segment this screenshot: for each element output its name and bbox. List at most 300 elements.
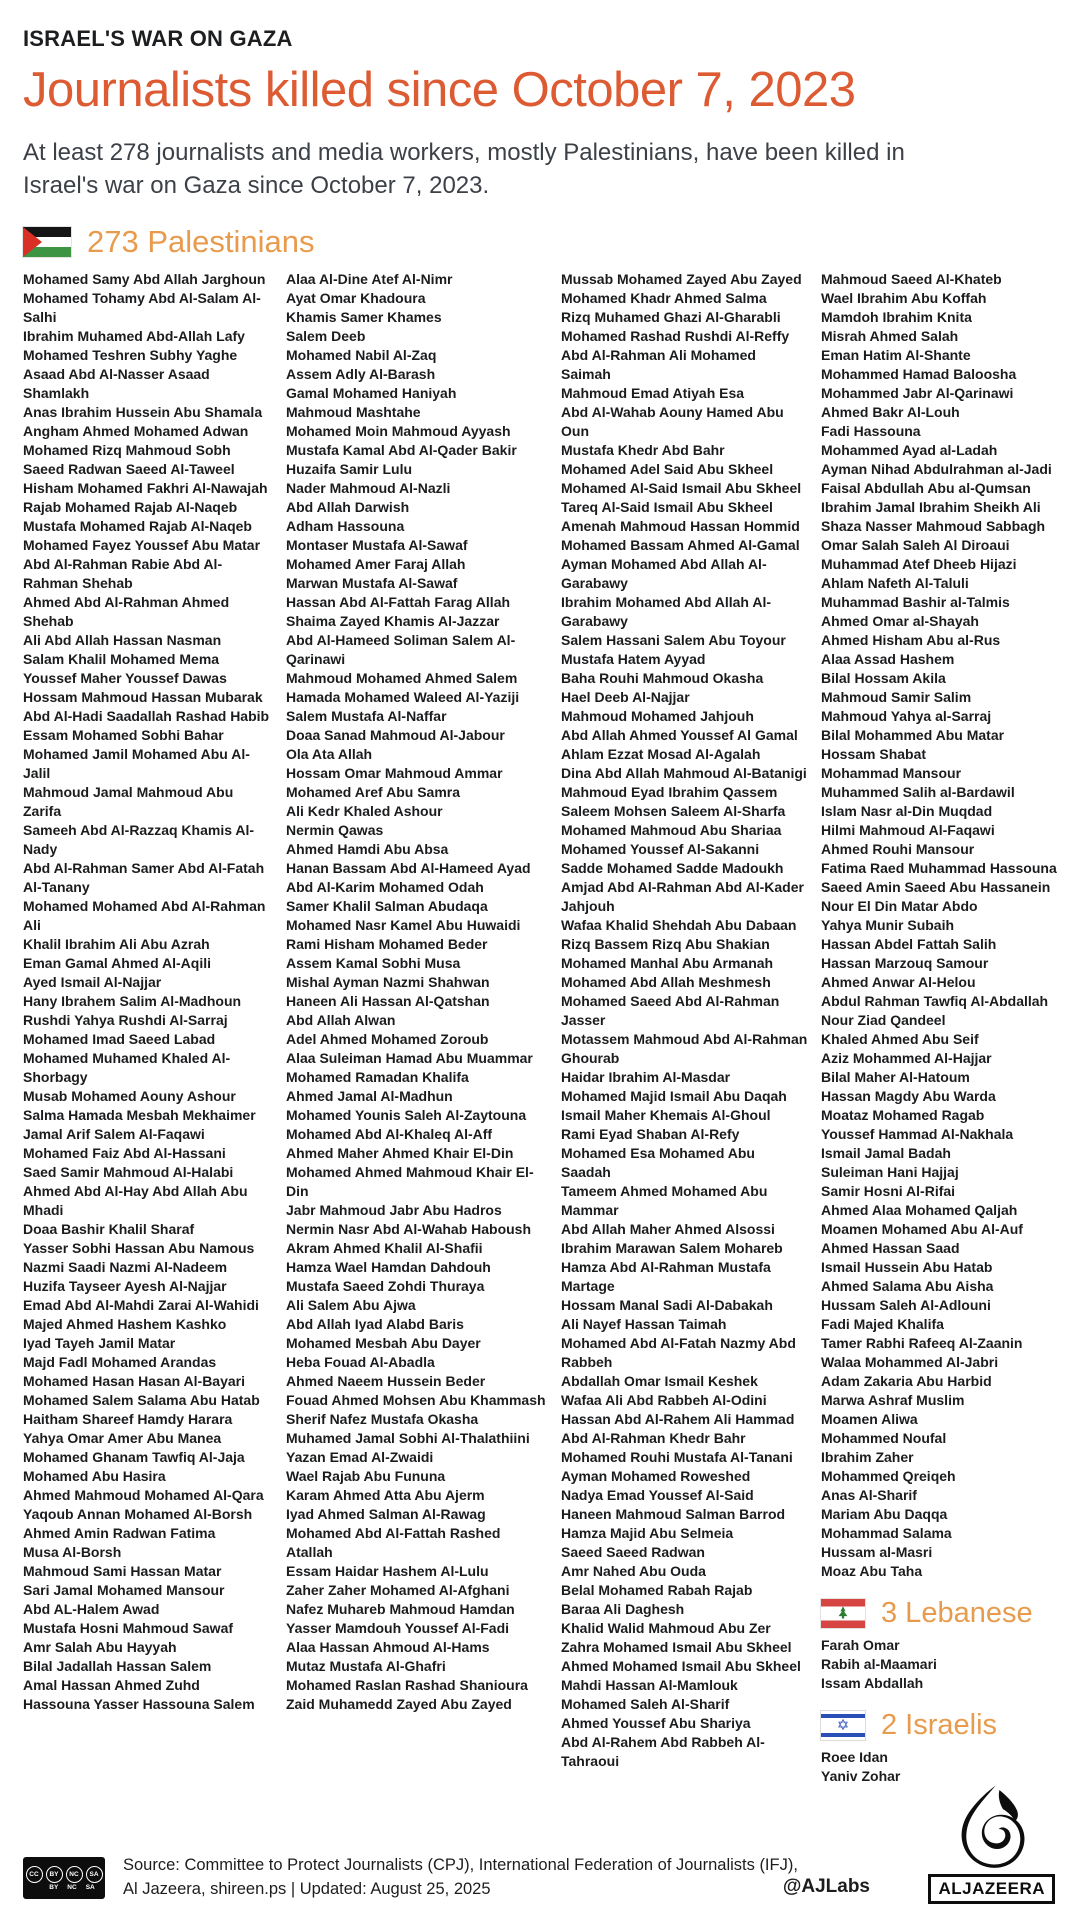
name-item: Yasser Mamdouh Youssef Al-Fadi bbox=[286, 1620, 510, 1637]
aljazeera-logo bbox=[928, 1784, 1055, 1904]
name-item: Mohamed Imad Saeed Labad bbox=[23, 1031, 216, 1048]
name-item: Ali Kedr Khaled Ashour bbox=[286, 803, 443, 820]
name-item: Salem Mustafa Al-Naffar bbox=[286, 708, 447, 725]
name-item: Wael Rajab Abu Fununa bbox=[286, 1468, 446, 1485]
name-item: Eman Hatim Al-Shante bbox=[821, 347, 971, 364]
name-item: Mohamed Rashad Rushdi Al-Reffy bbox=[561, 328, 790, 345]
cc-sa-icon: SA bbox=[86, 1866, 103, 1883]
name-item: Haneen Mahmoud Salman Barrod bbox=[561, 1506, 786, 1523]
name-item: Mohamed Abd Al-Fattah Rashed Atallah bbox=[286, 1525, 501, 1561]
name-item: Salem Hassani Salem Abu Toyour bbox=[561, 632, 786, 649]
name-item: Baha Rouhi Mahmoud Okasha bbox=[561, 670, 764, 687]
name-item: Mahmoud Mohamed Jahjouh bbox=[561, 708, 754, 725]
name-item: Mustafa Hatem Ayyad bbox=[561, 651, 706, 668]
name-item: Hassan Abdel Fattah Salih bbox=[821, 936, 997, 953]
name-item: Mohamed Faiz Abd Al-Hassani bbox=[23, 1145, 226, 1162]
name-item: Yaqoub Annan Mohamed Al-Borsh bbox=[23, 1506, 253, 1523]
name-item: Heba Fouad Al-Abadla bbox=[286, 1354, 435, 1371]
name-item: Mahmoud Yahya al-Sarraj bbox=[821, 708, 992, 725]
name-item: Ahmed Anwar Al-Helou bbox=[821, 974, 976, 991]
names-columns bbox=[23, 270, 1060, 1786]
name-item: Mohamed Nasr Kamel Abu Huwaidi bbox=[286, 917, 521, 934]
name-item: Ali Abd Allah Hassan Nasman bbox=[23, 632, 222, 649]
palestinians-count-label: 273 Palestinians bbox=[87, 224, 315, 260]
name-item: Khamis Samer Khames bbox=[286, 309, 442, 326]
name-item: Saleem Mohsen Saleem Al-Sharfa bbox=[561, 803, 786, 820]
name-item: Rabih al-Maamari bbox=[821, 1656, 937, 1673]
name-item: Ahmed Abd Al-Hay Abd Allah Abu Mhadi bbox=[23, 1183, 248, 1219]
name-item: Zaher Zaher Mohamed Al-Afghani bbox=[286, 1582, 510, 1599]
name-item: Aziz Mohammed Al-Hajjar bbox=[821, 1050, 992, 1067]
name-item: Ibrahim Jamal Ibrahim Sheikh Ali bbox=[821, 499, 1041, 516]
cc-nc-label: NC bbox=[67, 1883, 77, 1891]
name-item: Abd Al-Rahman Samer Abd Al-Fatah Al-Tanany bbox=[23, 860, 265, 896]
name-item: Mohamed Teshren Subhy Yaghe bbox=[23, 347, 238, 364]
israelis-section-head bbox=[821, 1709, 1079, 1742]
name-item: Rizq Bassem Rizq Abu Shakian bbox=[561, 936, 770, 953]
name-item: Mahmoud Mashtahe bbox=[286, 404, 421, 421]
names-column-3 bbox=[561, 270, 808, 1786]
source-line-2: Al Jazeera, shireen.ps | Updated: August 25, 2025 bbox=[123, 1880, 491, 1899]
name-item: Mussab Mohamed Zayed Abu Zayed bbox=[561, 271, 802, 288]
name-item: Ahmed Amin Radwan Fatima bbox=[23, 1525, 216, 1542]
name-item: Essam Haidar Hashem Al-Lulu bbox=[286, 1563, 489, 1580]
name-item: Ayman Mohamed Abd Allah Al-Garabawy bbox=[561, 556, 767, 592]
name-item: Abd Allah Ahmed Youssef Al Gamal bbox=[561, 727, 798, 744]
palestinians-section-head bbox=[23, 224, 1060, 260]
name-item: Ola Ata Allah bbox=[286, 746, 373, 763]
israeli-names-list bbox=[821, 1748, 1079, 1786]
name-item: Hael Deeb Al-Najjar bbox=[561, 689, 690, 706]
name-item: Essam Mohamed Sobhi Bahar bbox=[23, 727, 224, 744]
name-item: Ibrahim Zaher bbox=[821, 1449, 914, 1466]
name-item: Ayed Ismail Al-Najjar bbox=[23, 974, 162, 991]
name-item: Ahmed Jamal Al-Madhun bbox=[286, 1088, 453, 1105]
name-item: Tamer Rabhi Rafeeq Al-Zaanin bbox=[821, 1335, 1023, 1352]
subtitle: At least 278 journalists and media workers, mostly Palestinians, have been killed in Israel's war on Gaza since October 7, 2023. bbox=[23, 139, 905, 200]
name-item: Abd Al-Rahman Ali Mohamed Saimah bbox=[561, 347, 756, 383]
name-item: Hossam Mahmoud Hassan Mubarak bbox=[23, 689, 263, 706]
name-item: Hossam Omar Mahmoud Ammar bbox=[286, 765, 503, 782]
name-item: Issam Abdallah bbox=[821, 1675, 924, 1692]
name-item: Mohamed Mahmoud Abu Shariaa bbox=[561, 822, 782, 839]
name-item: Ahmed Hassan Saad bbox=[821, 1240, 960, 1257]
name-item: Alaa Assad Hashem bbox=[821, 651, 955, 668]
ajlabs-credit: @AJLabs bbox=[782, 1876, 870, 1897]
star-of-david-icon: ✡ bbox=[836, 1716, 850, 1734]
name-item: Wael Ibrahim Abu Koffah bbox=[821, 290, 987, 307]
name-item: Asaad Abd Al-Nasser Asaad Shamlakh bbox=[23, 366, 210, 402]
name-item: Ahmed Naeem Hussein Beder bbox=[286, 1373, 486, 1390]
name-item: Mohammad Salama bbox=[821, 1525, 952, 1542]
cc-labels-row bbox=[33, 1884, 94, 1891]
name-item: Nermin Qawas bbox=[286, 822, 384, 839]
name-item: Motassem Mahmoud Abd Al-Rahman Ghourab bbox=[561, 1031, 808, 1067]
name-item: Abdallah Omar Ismail Keshek bbox=[561, 1373, 758, 1390]
name-item: Mahmoud Emad Atiyah Esa bbox=[561, 385, 745, 402]
name-item: Ahmed Omar al-Shayah bbox=[821, 613, 979, 630]
name-item: Hany Ibrahem Salim Al-Madhoun bbox=[23, 993, 242, 1010]
name-item: Mohamed Younis Saleh Al-Zaytouna bbox=[286, 1107, 527, 1124]
cc-sa-label: SA bbox=[85, 1883, 95, 1891]
name-item: Tareq Al-Said Ismail Abu Skheel bbox=[561, 499, 773, 516]
name-item: Wafaa Khalid Shehdah Abu Dabaan bbox=[561, 917, 797, 934]
name-item: Amjad Abd Al-Rahman Abd Al-Kader Jahjouh bbox=[561, 879, 804, 915]
name-item: Huzifa Tayseer Ayesh Al-Najjar bbox=[23, 1278, 227, 1295]
name-item: Hussam al-Masri bbox=[821, 1544, 933, 1561]
name-item: Abd Allah Alwan bbox=[286, 1012, 396, 1029]
names-column-1 bbox=[23, 270, 273, 1786]
name-item: Huzaifa Samir Lulu bbox=[286, 461, 413, 478]
name-item: Mohamed Samy Abd Allah Jarghoun bbox=[23, 271, 266, 288]
name-item: Salem Deeb bbox=[286, 328, 366, 345]
name-item: Moamen Aliwa bbox=[821, 1411, 918, 1428]
name-item: Mohamed Jamil Mohamed Abu Al-Jalil bbox=[23, 746, 250, 782]
name-item: Mohamed Abd Allah Meshmesh bbox=[561, 974, 771, 991]
name-item: Rajab Mohamed Rajab Al-Naqeb bbox=[23, 499, 238, 516]
name-item: Hussam Saleh Al-Adlouni bbox=[821, 1297, 991, 1314]
name-item: Abd Allah Darwish bbox=[286, 499, 410, 516]
name-item: Mohamed Abd Al-Khaleq Al-Aff bbox=[286, 1126, 493, 1143]
name-item: Tameem Ahmed Mohamed Abu Mammar bbox=[561, 1183, 768, 1219]
name-item: Mohamed Mesbah Abu Dayer bbox=[286, 1335, 481, 1352]
name-item: Mohamed Saeed Abd Al-Rahman Jasser bbox=[561, 993, 780, 1029]
lebanon-flag-icon bbox=[821, 1599, 865, 1628]
page-title: Journalists killed since October 7, 2023 bbox=[23, 63, 856, 117]
name-item: Mohammad Mansour bbox=[821, 765, 962, 782]
name-item: Shaza Nasser Mahmoud Sabbagh bbox=[821, 518, 1046, 535]
name-item: Hanan Bassam Abd Al-Hameed Ayad bbox=[286, 860, 531, 877]
name-item: Yahya Omar Amer Abu Manea bbox=[23, 1430, 222, 1447]
name-item: Muhamed Jamal Sobhi Al-Thalathiini bbox=[286, 1430, 530, 1447]
name-item: Sameeh Abd Al-Razzaq Khamis Al-Nady bbox=[23, 822, 255, 858]
name-item: Muhammed Salih al-Bardawil bbox=[821, 784, 1015, 801]
name-item: Anas Al-Sharif bbox=[821, 1487, 917, 1504]
name-item: Ahmed Alaa Mohamed Qaljah bbox=[821, 1202, 1018, 1219]
name-item: Akram Ahmed Khalil Al-Shafii bbox=[286, 1240, 483, 1257]
name-item: Mahmoud Jamal Mahmoud Abu Zarifa bbox=[23, 784, 234, 820]
name-item: Mohammed Hamad Baloosha bbox=[821, 366, 1017, 383]
name-item: Mohamed Majid Ismail Abu Daqah bbox=[561, 1088, 787, 1105]
name-item: Muhammad Bashir al-Talmis bbox=[821, 594, 1010, 611]
name-item: Ahmed Mahmoud Mohamed Al-Qara bbox=[23, 1487, 264, 1504]
name-item: Hassan Abd Al-Fattah Farag Allah bbox=[286, 594, 511, 611]
name-item: Marwan Mustafa Al-Sawaf bbox=[286, 575, 458, 592]
name-item: Nadya Emad Youssef Al-Said bbox=[561, 1487, 754, 1504]
name-item: Abdul Rahman Tawfiq Al-Abdallah bbox=[821, 993, 1049, 1010]
name-item: Gamal Mohamed Haniyah bbox=[286, 385, 457, 402]
name-item: Mohamed Esa Mohamed Abu Saadah bbox=[561, 1145, 755, 1181]
name-item: Misrah Ahmed Salah bbox=[821, 328, 959, 345]
name-item: Abd Al-Karim Mohamed Odah bbox=[286, 879, 484, 896]
name-item: Ali Nayef Hassan Taimah bbox=[561, 1316, 727, 1333]
name-item: Haneen Ali Hassan Al-Qatshan bbox=[286, 993, 490, 1010]
name-item: Salma Hamada Mesbah Mekhaimer bbox=[23, 1107, 256, 1124]
name-item: Ahmed Maher Ahmed Khair El-Din bbox=[286, 1145, 514, 1162]
name-item: Belal Mohamed Rabah Rajab bbox=[561, 1582, 753, 1599]
name-item: Nermin Nasr Abd Al-Wahab Haboush bbox=[286, 1221, 532, 1238]
name-item: Bilal Maher Al-Hatoum bbox=[821, 1069, 970, 1086]
name-item: Moataz Mohamed Ragab bbox=[821, 1107, 985, 1124]
name-item: Youssef Hammad Al-Nakhala bbox=[821, 1126, 1014, 1143]
name-item: Khaled Ahmed Abu Seif bbox=[821, 1031, 979, 1048]
name-item: Nazmi Saadi Nazmi Al-Nadeem bbox=[23, 1259, 228, 1276]
name-item: Amal Hassan Ahmed Zuhd bbox=[23, 1677, 200, 1694]
name-item: Mohamed Salem Salama Abu Hatab bbox=[23, 1392, 260, 1409]
name-item: Hassan Abd Al-Rahem Ali Hammad bbox=[561, 1411, 795, 1428]
names-column-2 bbox=[286, 270, 548, 1786]
name-item: Mohamed Nabil Al-Zaq bbox=[286, 347, 437, 364]
name-item: Adham Hassouna bbox=[286, 518, 405, 535]
name-item: Hassan Marzouq Samour bbox=[821, 955, 989, 972]
name-item: Nader Mahmoud Al-Nazli bbox=[286, 480, 451, 497]
name-item: Saed Samir Mahmoud Al-Halabi bbox=[23, 1164, 234, 1181]
name-item: Hossam Manal Sadi Al-Dabakah bbox=[561, 1297, 773, 1314]
name-item: Ayat Omar Khadoura bbox=[286, 290, 426, 307]
name-item: Mahmoud Sami Hassan Matar bbox=[23, 1563, 222, 1580]
name-item: Yazan Emad Al-Zwaidi bbox=[286, 1449, 434, 1466]
name-item: Roee Idan bbox=[821, 1749, 888, 1766]
name-item: Eman Gamal Ahmed Al-Aqili bbox=[23, 955, 211, 972]
name-item: Samir Hosni Al-Rifai bbox=[821, 1183, 956, 1200]
name-item: Mohamed Fayez Youssef Abu Matar bbox=[23, 537, 261, 554]
name-item: Mohamed Aref Abu Samra bbox=[286, 784, 460, 801]
cc-by-label: BY bbox=[49, 1883, 59, 1891]
name-item: Ahlam Nafeth Al-Taluli bbox=[821, 575, 969, 592]
name-item: Ahmed Hisham Abu al-Rus bbox=[821, 632, 1001, 649]
name-item: Mohamed Manhal Abu Armanah bbox=[561, 955, 774, 972]
name-item: Jamal Arif Salem Al-Faqawi bbox=[23, 1126, 205, 1143]
name-item: Mohamed Abd Al-Fatah Nazmy Abd Rabbeh bbox=[561, 1335, 796, 1371]
name-item: Mohamed Mohamed Abd Al-Rahman Ali bbox=[23, 898, 266, 934]
names-column-4 bbox=[821, 270, 1079, 1786]
name-item: Mustafa Mohamed Rajab Al-Naqeb bbox=[23, 518, 252, 535]
name-item: Rizq Muhamed Ghazi Al-Gharabli bbox=[561, 309, 781, 326]
name-item: Sadde Mohamed Sadde Madoukh bbox=[561, 860, 784, 877]
name-item: Mustafa Saeed Zohdi Thuraya bbox=[286, 1278, 485, 1295]
name-item: Sari Jamal Mohamed Mansour bbox=[23, 1582, 225, 1599]
name-item: Amenah Mahmoud Hassan Hommid bbox=[561, 518, 800, 535]
name-item: Ahmed Bakr Al-Louh bbox=[821, 404, 960, 421]
cc-icons-row bbox=[26, 1866, 103, 1883]
name-item: Amr Nahed Abu Ouda bbox=[561, 1563, 706, 1580]
name-item: Wafaa Ali Abd Rabbeh Al-Odini bbox=[561, 1392, 767, 1409]
cc-by-icon: BY bbox=[46, 1866, 63, 1883]
source-line-1: Source: Committee to Protect Journalists (CPJ), International Federation of Journalists (IFJ), bbox=[123, 1856, 798, 1875]
name-item: Mohamed Hasan Hasan Al-Bayari bbox=[23, 1373, 245, 1390]
name-item: Bilal Jadallah Hassan Salem bbox=[23, 1658, 212, 1675]
name-item: Ayman Nihad Abdulrahman al-Jadi bbox=[821, 461, 1052, 478]
name-item: Karam Ahmed Atta Abu Ajerm bbox=[286, 1487, 485, 1504]
lebanese-names-list bbox=[821, 1636, 1079, 1693]
name-item: Adam Zakaria Abu Harbid bbox=[821, 1373, 992, 1390]
name-item: Fadi Hassouna bbox=[821, 423, 921, 440]
name-item: Hamada Mohamed Waleed Al-Yaziji bbox=[286, 689, 520, 706]
name-item: Abd Al-Hameed Soliman Salem Al-Qarinawi bbox=[286, 632, 516, 668]
name-item: Assem Kamal Sobhi Musa bbox=[286, 955, 461, 972]
name-item: Mohamed Khadr Ahmed Salma bbox=[561, 290, 767, 307]
name-item: Mohamed Saleh Al-Sharif bbox=[561, 1696, 730, 1713]
name-item: Khalid Walid Mahmoud Abu Zer bbox=[561, 1620, 771, 1637]
name-item: Mohamed Al-Said Ismail Abu Skheel bbox=[561, 480, 802, 497]
name-item: Ibrahim Muhamed Abd-Allah Lafy bbox=[23, 328, 245, 345]
name-item: Samer Khalil Salman Abudaqa bbox=[286, 898, 488, 915]
name-item: Baraa Ali Daghesh bbox=[561, 1601, 685, 1618]
name-item: Nafez Muhareb Mahmoud Hamdan bbox=[286, 1601, 515, 1618]
name-item: Mohamed Tohamy Abd Al-Salam Al-Salhi bbox=[23, 290, 261, 326]
name-item: Mohamed Abu Hasira bbox=[23, 1468, 166, 1485]
name-item: Ahmed Abd Al-Rahman Ahmed Shehab bbox=[23, 594, 230, 630]
name-item: Doaa Sanad Mahmoud Al-Jabour bbox=[286, 727, 505, 744]
name-item: Rami Eyad Shaban Al-Refy bbox=[561, 1126, 740, 1143]
name-item: Mohamed Ahmed Mahmoud Khair El-Din bbox=[286, 1164, 534, 1200]
name-item: Mohamed Moin Mahmoud Ayyash bbox=[286, 423, 511, 440]
name-item: Mamdoh Ibrahim Knita bbox=[821, 309, 972, 326]
name-item: Mohammed Qreiqeh bbox=[821, 1468, 956, 1485]
name-item: Haitham Shareef Hamdy Harara bbox=[23, 1411, 233, 1428]
name-item: Mohamed Amer Faraj Allah bbox=[286, 556, 466, 573]
name-item: Zaid Muhamedd Zayed Abu Zayed bbox=[286, 1696, 512, 1713]
name-item: Mohammed Jabr Al-Qarinawi bbox=[821, 385, 1014, 402]
name-item: Mohammed Ayad al-Ladah bbox=[821, 442, 998, 459]
name-item: Ismail Maher Khemais Al-Ghoul bbox=[561, 1107, 771, 1124]
name-item: Ahlam Ezzat Mosad Al-Agalah bbox=[561, 746, 761, 763]
cc-nc-icon: NC bbox=[66, 1866, 83, 1883]
name-item: Moamen Mohamed Abu Al-Auf bbox=[821, 1221, 1023, 1238]
lebanese-section-head bbox=[821, 1597, 1079, 1630]
name-item: Bilal Mohammed Abu Matar bbox=[821, 727, 1005, 744]
name-item: Hamza Wael Hamdan Dahdouh bbox=[286, 1259, 491, 1276]
name-item: Mustafa Kamal Abd Al-Qader Bakir bbox=[286, 442, 517, 459]
name-item: Angham Ahmed Mohamed Adwan bbox=[23, 423, 249, 440]
name-item: Faisal Abdullah Abu al-Qumsan bbox=[821, 480, 1031, 497]
name-item: Yahya Munir Subaih bbox=[821, 917, 955, 934]
name-item: Ibrahim Mohamed Abd Allah Al-Garabawy bbox=[561, 594, 772, 630]
name-item: Saeed Radwan Saeed Al-Taweel bbox=[23, 461, 235, 478]
name-item: Iyad Ahmed Salman Al-Rawag bbox=[286, 1506, 486, 1523]
cc-icon: CC bbox=[26, 1866, 43, 1883]
name-item: Mahmoud Eyad Ibrahim Qassem bbox=[561, 784, 778, 801]
palestine-flag-icon bbox=[23, 227, 71, 257]
name-item: Bilal Hossam Akila bbox=[821, 670, 946, 687]
name-item: Mohamed Adel Said Abu Skheel bbox=[561, 461, 774, 478]
name-item: Ali Salem Abu Ajwa bbox=[286, 1297, 416, 1314]
name-item: Hassouna Yasser Hassouna Salem bbox=[23, 1696, 255, 1713]
name-item: Mariam Abu Daqqa bbox=[821, 1506, 948, 1523]
name-item: Saeed Amin Saeed Abu Hassanein bbox=[821, 879, 1051, 896]
name-item: Rami Hisham Mohamed Beder bbox=[286, 936, 488, 953]
name-item: Mahdi Hassan Al-Mamlouk bbox=[561, 1677, 738, 1694]
name-item: Mohammed Noufal bbox=[821, 1430, 947, 1447]
name-item: Youssef Maher Youssef Dawas bbox=[23, 670, 227, 687]
name-item: Yasser Sobhi Hassan Abu Namous bbox=[23, 1240, 255, 1257]
name-item: Suleiman Hani Hajjaj bbox=[821, 1164, 959, 1181]
israel-flag-icon bbox=[821, 1711, 865, 1740]
name-item: Nour Ziad Qandeel bbox=[821, 1012, 946, 1029]
name-item: Ahmed Rouhi Mansour bbox=[821, 841, 975, 858]
name-item: Hamza Abd Al-Rahman Mustafa Martage bbox=[561, 1259, 771, 1295]
name-item: Islam Nasr al-Din Muqdad bbox=[821, 803, 993, 820]
name-item: Hossam Shabat bbox=[821, 746, 927, 763]
name-item: Moaz Abu Taha bbox=[821, 1563, 923, 1580]
name-item: Ibrahim Marawan Salem Mohareb bbox=[561, 1240, 783, 1257]
name-item: Mahmoud Mohamed Ahmed Salem bbox=[286, 670, 518, 687]
name-item: Doaa Bashir Khalil Sharaf bbox=[23, 1221, 195, 1238]
name-item: Mohamed Youssef Al-Sakanni bbox=[561, 841, 760, 858]
name-item: Zahra Mohamed Ismail Abu Skheel bbox=[561, 1639, 792, 1656]
name-item: Ahmed Youssef Abu Shariya bbox=[561, 1715, 751, 1732]
name-item: Montaser Mustafa Al-Sawaf bbox=[286, 537, 468, 554]
name-item: Mahmoud Samir Salim bbox=[821, 689, 972, 706]
name-item: Mohamed Ramadan Khalifa bbox=[286, 1069, 469, 1086]
name-item: Anas Ibrahim Hussein Abu Shamala bbox=[23, 404, 263, 421]
name-item: Dina Abd Allah Mahmoud Al-Batanigi bbox=[561, 765, 807, 782]
name-item: Abd Al-Wahab Aouny Hamed Abu Oun bbox=[561, 404, 784, 440]
name-item: Omar Salah Saleh Al Diroaui bbox=[821, 537, 1010, 554]
name-item: Nour El Din Matar Abdo bbox=[821, 898, 978, 915]
name-item: Jabr Mahmoud Jabr Abu Hadros bbox=[286, 1202, 502, 1219]
name-item: Mustafa Hosni Mahmoud Sawaf bbox=[23, 1620, 234, 1637]
name-item: Khalil Ibrahim Ali Abu Azrah bbox=[23, 936, 210, 953]
name-item: Hisham Mohamed Fakhri Al-Nawajah bbox=[23, 480, 268, 497]
name-item: Mohamed Rouhi Mustafa Al-Tanani bbox=[561, 1449, 793, 1466]
name-item: Abd Al-Rahman Khedr Bahr bbox=[561, 1430, 746, 1447]
name-item: Farah Omar bbox=[821, 1637, 900, 1654]
name-item: Alaa Suleiman Hamad Abu Muammar bbox=[286, 1050, 533, 1067]
lebanese-count-label: 3 Lebanese bbox=[881, 1597, 1033, 1630]
name-item: Ayman Mohamed Roweshed bbox=[561, 1468, 751, 1485]
name-item: Mutaz Mustafa Al-Ghafri bbox=[286, 1658, 446, 1675]
aljazeera-calligraphy-icon bbox=[955, 1784, 1029, 1870]
name-item: Fouad Ahmed Mohsen Abu Khammash bbox=[286, 1392, 546, 1409]
name-item: Iyad Tayeh Jamil Matar bbox=[23, 1335, 176, 1352]
name-item: Walaa Mohammed Al-Jabri bbox=[821, 1354, 999, 1371]
name-item: Hamza Majid Abu Selmeia bbox=[561, 1525, 734, 1542]
name-item: Mahmoud Saeed Al-Khateb bbox=[821, 271, 1002, 288]
name-item: Assem Adly Al-Barash bbox=[286, 366, 436, 383]
name-item: Mishal Ayman Nazmi Shahwan bbox=[286, 974, 490, 991]
name-item: Saeed Saeed Radwan bbox=[561, 1544, 705, 1561]
name-item: Fadi Majed Khalifa bbox=[821, 1316, 944, 1333]
name-item: Majd Fadl Mohamed Arandas bbox=[23, 1354, 217, 1371]
name-item: Adel Ahmed Mohamed Zoroub bbox=[286, 1031, 489, 1048]
name-item: Ismail Hussein Abu Hatab bbox=[821, 1259, 993, 1276]
name-item: Mustafa Khedr Abd Bahr bbox=[561, 442, 725, 459]
name-item: Abd Al-Rahem Abd Rabbeh Al-Tahraoui bbox=[561, 1734, 765, 1770]
name-item: Alaa Al-Dine Atef Al-Nimr bbox=[286, 271, 453, 288]
name-item: Marwa Ashraf Muslim bbox=[821, 1392, 965, 1409]
name-item: Mohamed Rizq Mahmoud Sobh bbox=[23, 442, 231, 459]
name-item: Ahmed Salama Abu Aisha bbox=[821, 1278, 994, 1295]
israelis-count-label: 2 Israelis bbox=[881, 1709, 998, 1742]
name-item: Hilmi Mahmoud Al-Faqawi bbox=[821, 822, 995, 839]
name-item: Yaniv Zohar bbox=[821, 1768, 901, 1785]
name-item: Shaima Zayed Khamis Al-Jazzar bbox=[286, 613, 500, 630]
footer bbox=[23, 1854, 798, 1902]
name-item: Ahmed Mohamed Ismail Abu Skheel bbox=[561, 1658, 801, 1675]
name-item: Musa Al-Borsh bbox=[23, 1544, 122, 1561]
name-item: Ahmed Hamdi Abu Absa bbox=[286, 841, 449, 858]
name-item: Abd Allah Iyad Alabd Baris bbox=[286, 1316, 464, 1333]
name-item: Emad Abd Al-Mahdi Zarai Al-Wahidi bbox=[23, 1297, 259, 1314]
name-item: Haidar Ibrahim Al-Masdar bbox=[561, 1069, 731, 1086]
name-item: Fatima Raed Muhammad Hassouna bbox=[821, 860, 1057, 877]
name-item: Rushdi Yahya Rushdi Al-Sarraj bbox=[23, 1012, 228, 1029]
name-item: Salam Khalil Mohamed Mema bbox=[23, 651, 220, 668]
name-item: Mohamed Bassam Ahmed Al-Gamal bbox=[561, 537, 800, 554]
name-item: Muhammad Atef Dheeb Hijazi bbox=[821, 556, 1017, 573]
kicker: ISRAEL'S WAR ON GAZA bbox=[23, 26, 293, 51]
